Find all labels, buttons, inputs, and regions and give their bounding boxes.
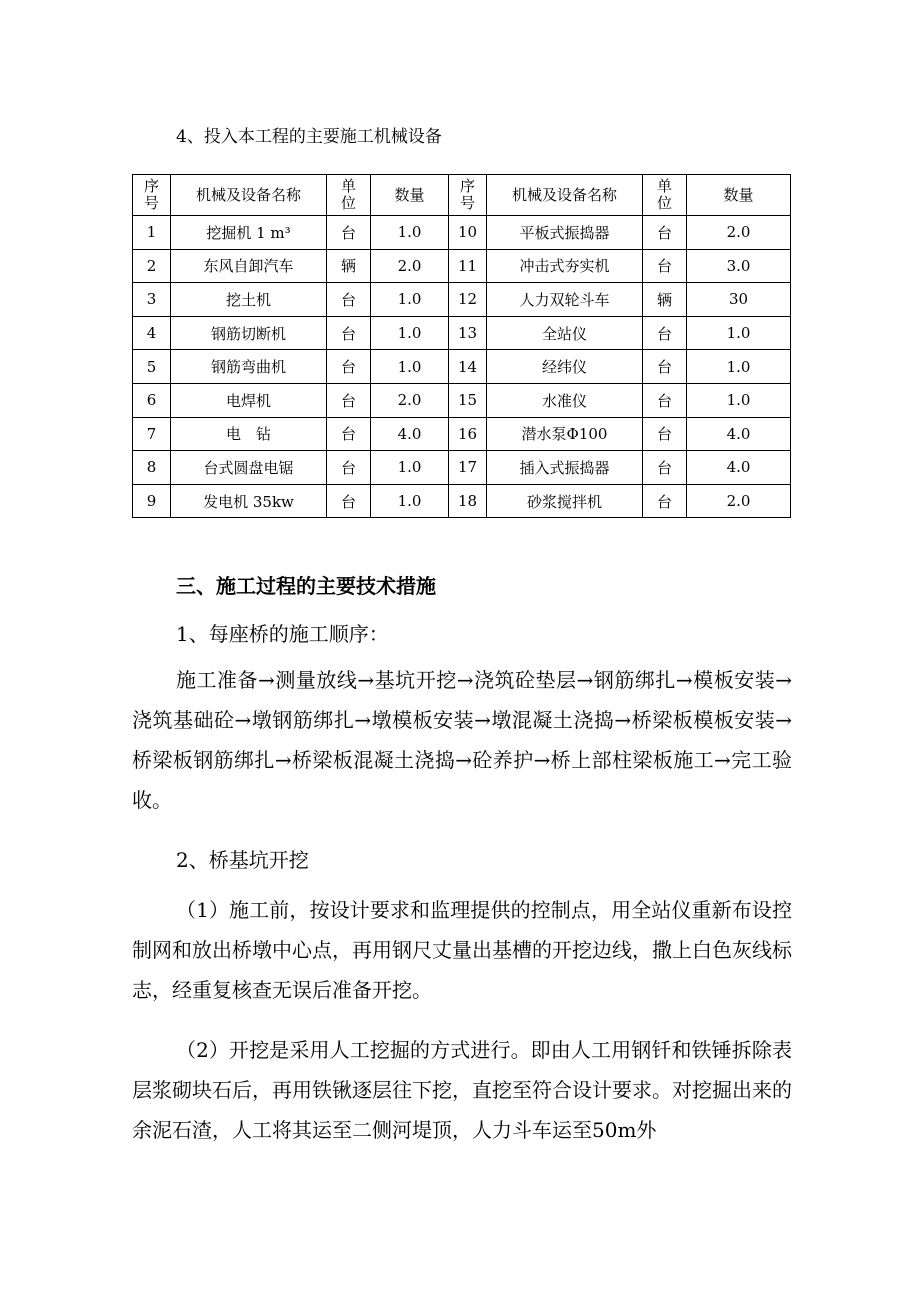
construction-sequence: 施工准备→测量放线→基坑开挖→浇筑砼垫层→钢筋绑扎→模板安装→浇筑基础砼→墩钢筋绑扎→墩模板安装→墩混凝土浇捣→桥梁板模板安装→桥梁板钢筋绑扎→桥梁板混凝土浇捣→砼养护→桥上部柱梁板施工→完工验收。 bbox=[132, 668, 792, 812]
cell-no: 1 bbox=[133, 216, 171, 250]
header-seq: 序 号 bbox=[449, 175, 487, 216]
cell-qty: 1.0 bbox=[371, 283, 449, 317]
cell-no: 4 bbox=[133, 316, 171, 350]
cell-qty: 1.0 bbox=[371, 451, 449, 485]
table-row bbox=[133, 383, 791, 417]
cell-unit: 台 bbox=[643, 216, 687, 250]
cell-name: 发电机 35kw bbox=[171, 484, 327, 518]
cell-qty: 2.0 bbox=[687, 216, 791, 250]
table-row bbox=[133, 283, 791, 317]
cell-name: 砂浆搅拌机 bbox=[487, 484, 643, 518]
cell-unit: 台 bbox=[643, 249, 687, 283]
cell-no: 10 bbox=[449, 216, 487, 250]
cell-name: 插入式振捣器 bbox=[487, 451, 643, 485]
cell-qty: 30 bbox=[687, 283, 791, 317]
cell-unit: 台 bbox=[327, 316, 371, 350]
table-row bbox=[133, 316, 791, 350]
cell-no: 7 bbox=[133, 417, 171, 451]
cell-no: 3 bbox=[133, 283, 171, 317]
cell-name: 潜水泵Φ100 bbox=[487, 417, 643, 451]
table-row bbox=[133, 484, 791, 518]
cell-qty: 1.0 bbox=[371, 316, 449, 350]
cell-no: 8 bbox=[133, 451, 171, 485]
table-row bbox=[133, 249, 791, 283]
cell-name: 电 钻 bbox=[171, 417, 327, 451]
cell-unit: 台 bbox=[327, 216, 371, 250]
cell-qty: 1.0 bbox=[371, 216, 449, 250]
cell-unit: 台 bbox=[643, 350, 687, 384]
cell-unit: 台 bbox=[643, 484, 687, 518]
cell-qty: 4.0 bbox=[371, 417, 449, 451]
cell-no: 5 bbox=[133, 350, 171, 384]
cell-qty: 1.0 bbox=[371, 350, 449, 384]
cell-unit: 台 bbox=[327, 417, 371, 451]
cell-qty: 4.0 bbox=[687, 417, 791, 451]
equipment-table bbox=[132, 174, 791, 518]
cell-qty: 1.0 bbox=[687, 316, 791, 350]
cell-name: 水准仪 bbox=[487, 383, 643, 417]
cell-qty: 2.0 bbox=[371, 249, 449, 283]
header-seq: 序 号 bbox=[133, 175, 171, 216]
cell-unit: 台 bbox=[327, 383, 371, 417]
cell-no: 2 bbox=[133, 249, 171, 283]
cell-qty: 1.0 bbox=[687, 383, 791, 417]
cell-name: 钢筋切断机 bbox=[171, 316, 327, 350]
cell-qty: 2.0 bbox=[687, 484, 791, 518]
cell-no: 9 bbox=[133, 484, 171, 518]
cell-name: 电焊机 bbox=[171, 383, 327, 417]
cell-unit: 台 bbox=[643, 383, 687, 417]
cell-name: 冲击式夯实机 bbox=[487, 249, 643, 283]
cell-name: 台式圆盘电锯 bbox=[171, 451, 327, 485]
section4-caption: 4、投入本工程的主要施工机械设备 bbox=[176, 127, 442, 147]
cell-qty: 4.0 bbox=[687, 451, 791, 485]
section3-title: 三、施工过程的主要技术措施 bbox=[176, 574, 436, 598]
header-qty: 数量 bbox=[687, 175, 791, 216]
cell-no: 17 bbox=[449, 451, 487, 485]
table-row bbox=[133, 350, 791, 384]
table-row bbox=[133, 216, 791, 250]
cell-unit: 辆 bbox=[327, 249, 371, 283]
cell-qty: 1.0 bbox=[371, 484, 449, 518]
sub1-title: 1、每座桥的施工顺序： bbox=[176, 622, 389, 646]
table-row bbox=[133, 417, 791, 451]
cell-unit: 辆 bbox=[643, 283, 687, 317]
cell-name: 挖掘机 1 m³ bbox=[171, 216, 327, 250]
cell-no: 15 bbox=[449, 383, 487, 417]
cell-unit: 台 bbox=[327, 451, 371, 485]
cell-unit: 台 bbox=[327, 350, 371, 384]
cell-name: 挖土机 bbox=[171, 283, 327, 317]
cell-name: 钢筋弯曲机 bbox=[171, 350, 327, 384]
table-row bbox=[133, 451, 791, 485]
cell-no: 13 bbox=[449, 316, 487, 350]
header-name: 机械及设备名称 bbox=[487, 175, 643, 216]
cell-no: 11 bbox=[449, 249, 487, 283]
cell-name: 平板式振捣器 bbox=[487, 216, 643, 250]
cell-qty: 2.0 bbox=[371, 383, 449, 417]
cell-qty: 1.0 bbox=[687, 350, 791, 384]
cell-no: 16 bbox=[449, 417, 487, 451]
cell-unit: 台 bbox=[327, 283, 371, 317]
cell-name: 人力双轮斗车 bbox=[487, 283, 643, 317]
header-unit: 单 位 bbox=[327, 175, 371, 216]
cell-name: 东风自卸汽车 bbox=[171, 249, 327, 283]
header-unit: 单 位 bbox=[643, 175, 687, 216]
paragraph-2: （2）开挖是采用人工挖掘的方式进行。即由人工用钢钎和铁锤拆除表层浆砌块石后，再用铁锹逐层往下挖，直挖至符合设计要求。对挖掘出来的余泥石渣，人工将其运至二侧河堤顶，人力斗车运至50m外 bbox=[132, 1038, 792, 1142]
cell-unit: 台 bbox=[643, 316, 687, 350]
sub2-title: 2、桥基坑开挖 bbox=[176, 848, 309, 872]
cell-unit: 台 bbox=[327, 484, 371, 518]
cell-no: 12 bbox=[449, 283, 487, 317]
cell-no: 14 bbox=[449, 350, 487, 384]
header-name: 机械及设备名称 bbox=[171, 175, 327, 216]
header-qty: 数量 bbox=[371, 175, 449, 216]
cell-name: 经纬仪 bbox=[487, 350, 643, 384]
cell-no: 6 bbox=[133, 383, 171, 417]
paragraph-1: （1）施工前，按设计要求和监理提供的控制点，用全站仪重新布设控制网和放出桥墩中心点，再用钢尺丈量出基槽的开挖边线，撒上白色灰线标志，经重复核查无误后准备开挖。 bbox=[132, 898, 792, 1002]
cell-unit: 台 bbox=[643, 417, 687, 451]
cell-unit: 台 bbox=[643, 451, 687, 485]
cell-no: 18 bbox=[449, 484, 487, 518]
cell-qty: 3.0 bbox=[687, 249, 791, 283]
table-header-row bbox=[133, 175, 791, 216]
cell-name: 全站仪 bbox=[487, 316, 643, 350]
